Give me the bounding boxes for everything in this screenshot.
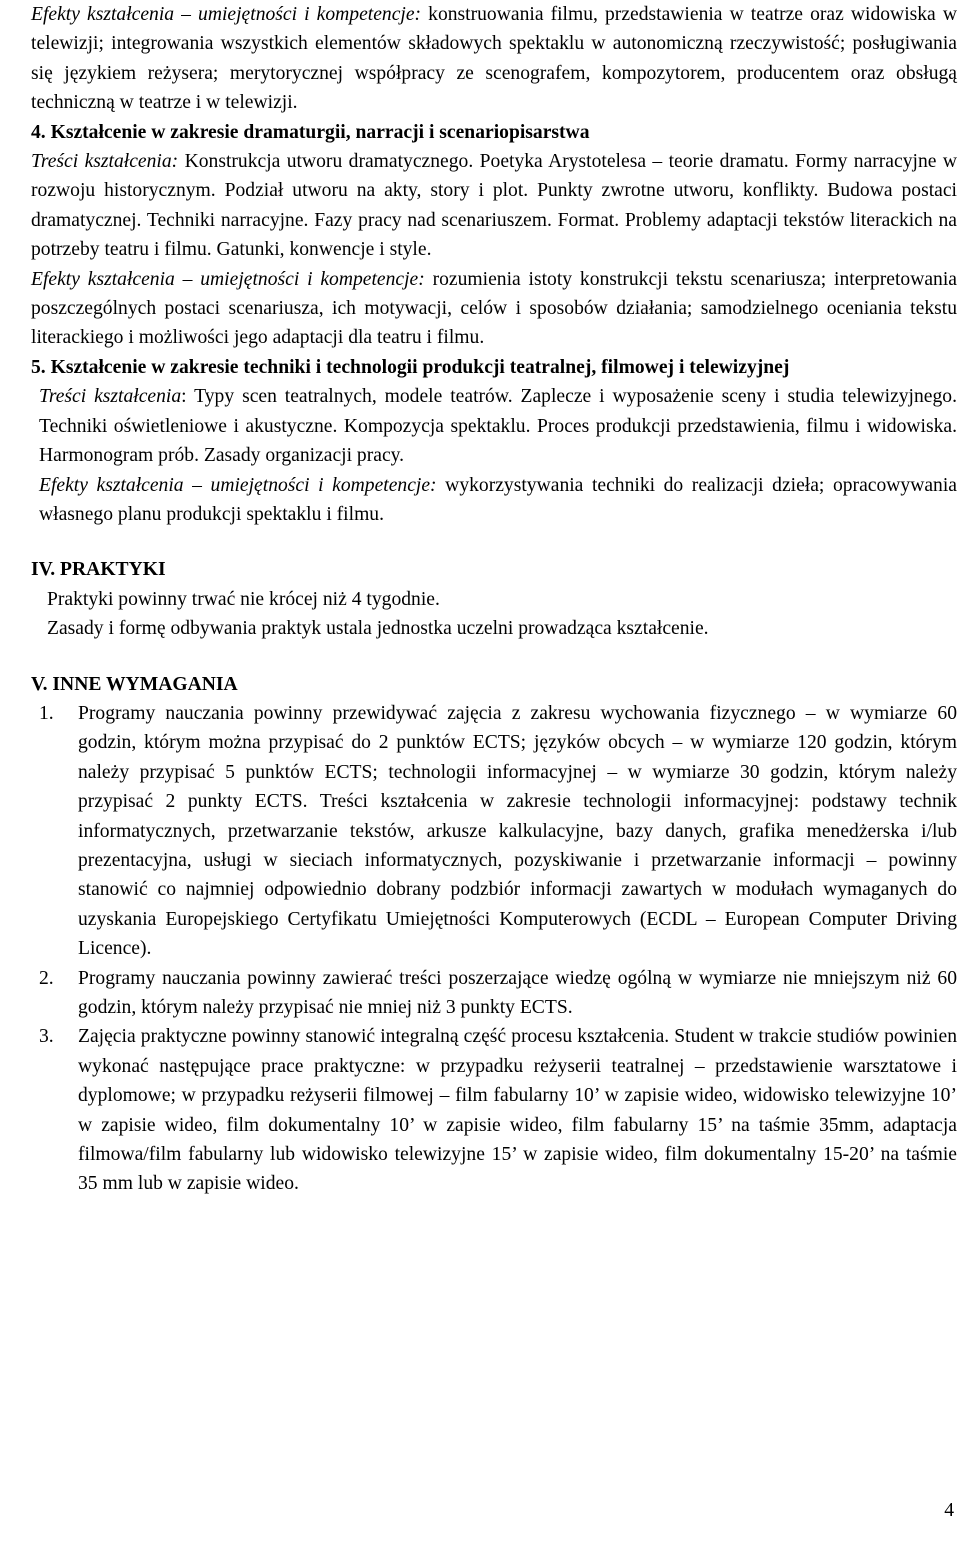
section-5-heading: 5. Kształcenie w zakresie techniki i technologii produkcji teatralnej, filmowej i telewizyjnej xyxy=(31,356,790,378)
tresci-label: Treści kształcenia: xyxy=(31,151,179,173)
list-item-number: 3. xyxy=(39,1026,54,1048)
spacer xyxy=(31,529,957,555)
list-item-number: 2. xyxy=(39,967,54,989)
praktyki-line-1: Praktyki powinny trwać nie krócej niż 4 tygodnie. xyxy=(47,588,440,610)
page-number: 4 xyxy=(944,1500,954,1521)
efekty-text: wykorzystywania techniki do realizacji dzieła; opracowywania własnego planu produkcji spektaklu i filmu. xyxy=(39,474,957,525)
list-item-text: Zajęcia praktyczne powinny stanowić integralną część procesu kształcenia. Student w trakcie studiów powinien wykonać następujące prace praktyczne: w przypadku reżyserii teatralnej – przedstawienie warsztatowe i dyplomowe; w przypadku reżyserii filmowej – film fabularny 10’ w zapisie wideo, widowisko telewizyjne 10’ w zapisie wideo, film dokumentalny 10’ w zapisie wideo, film fabularny 15’ na taśmie 35mm, adaptacja filmowa/film fabularny lub widowisko telewizyjne 15’ w zapisie wideo, film dokumentalny 15-20’ na taśmie 35 mm lub w zapisie wideo. xyxy=(78,1026,957,1195)
tresci-text: Konstrukcja utworu dramatycznego. Poetyka Arystotelesa – teorie dramatu. Formy narracyjne w rozwoju historycznym. Podział utworu na akty, story i plot. Punkty zwrotne utworu, konflikty. Budowa postaci dramatycznej. Techniki narracyjne. Fazy pracy nad scenariuszem. Format. Problemy adaptacji tekstów literackich na potrzeby teatru i filmu. Gatunki, konwencje i style. xyxy=(31,151,957,261)
list-item xyxy=(31,964,957,1023)
section-5-efekty xyxy=(31,471,957,530)
spacer xyxy=(31,644,957,670)
list-item-number: 1. xyxy=(39,702,54,724)
section-5-tresci xyxy=(31,382,957,470)
praktyki-heading: IV. PRAKTYKI xyxy=(31,559,166,581)
tresci-text: : Typy scen teatralnych, modele teatrów. Zaplecze i wyposażenie sceny i studia telewizyjnego. Techniki oświetleniowe i akustyczne. Kompozycja spektaklu. Proces produkcji przedstawienia, filmu i widowiska. Harmonogram prób. Zasady organizacji pracy. xyxy=(39,386,957,467)
efekty-label: Efekty kształcenia – umiejętności i kompetencje: xyxy=(31,4,422,25)
inne-wymagania-heading: V. INNE WYMAGANIA xyxy=(31,673,238,695)
section-4-efekty xyxy=(31,265,957,353)
efekty-label: Efekty kształcenia – umiejętności i kompetencje: xyxy=(31,268,425,290)
list-item xyxy=(31,1022,957,1198)
section-4-heading: 4. Kształcenie w zakresie dramaturgii, narracji i scenariopisarstwa xyxy=(31,121,590,143)
list-item-text: Programy nauczania powinny zawierać treści poszerzające wiedzę ogólną w wymiarze nie mniejszym niż 60 godzin, którym należy przypisać nie mniej niż 3 punkty ECTS. xyxy=(78,967,957,1018)
list-item xyxy=(31,699,957,964)
efekty-label: Efekty kształcenia – umiejętności i kompetencje: xyxy=(39,474,437,496)
efekty-text: rozumienia istoty konstrukcji tekstu scenariusza; interpretowania poszczególnych postaci scenariusza, ich motywacji, celów i sposobów działania; samodzielnego oceniania tekstu literackiego i możliwości jego adaptacji dla teatru i filmu. xyxy=(31,268,957,349)
tresci-label: Treści kształcenia xyxy=(39,386,182,408)
praktyki-line-2: Zasady i formę odbywania praktyk ustala jednostka uczelni prowadząca kształcenie. xyxy=(47,618,709,640)
list-item-text: Programy nauczania powinny przewidywać zajęcia z zakresu wychowania fizycznego – w wymiarze 60 godzin, którym można przypisać do 2 punktów ECTS; języków obcych – w wymiarze 120 godzin, którym należy przypisać 5 punktów ECTS; technologii informacyjnej – w wymiarze 30 godzin, którym należy przypisać 2 punkty ECTS. Treści kształcenia w zakresie technologii informacyjnej: podstawy technik informatycznych, przetwarzanie tekstów, arkusze kalkulacyjne, bazy danych, grafika menedżerska i/lub prezentacyjna, usługi w sieciach informatycznych, pozyskiwanie i przetwarzanie informacji – powinny stanowić co najmniej odpowiednio dobrany podzbiór informacji zawartych w modułach wymaganych do uzyskania Europejskiego Certyfikatu Umiejętności Komputerowych (ECDL – European Computer Driving Licence). xyxy=(78,702,957,960)
paragraph-efekty-3 xyxy=(31,0,957,118)
document-page xyxy=(31,0,957,1199)
efekty-text: konstruowania filmu, przedstawienia w teatrze oraz widowiska w telewizji; integrowania wszystkich elementów składowych spektaklu w autonomiczną rzeczywistość; posługiwania się językiem reżysera; merytorycznej współpracy ze scenografem, kompozytorem, producentem oraz obsługą techniczną w teatrze i w telewizji. xyxy=(31,4,957,114)
section-4-tresci xyxy=(31,147,957,265)
